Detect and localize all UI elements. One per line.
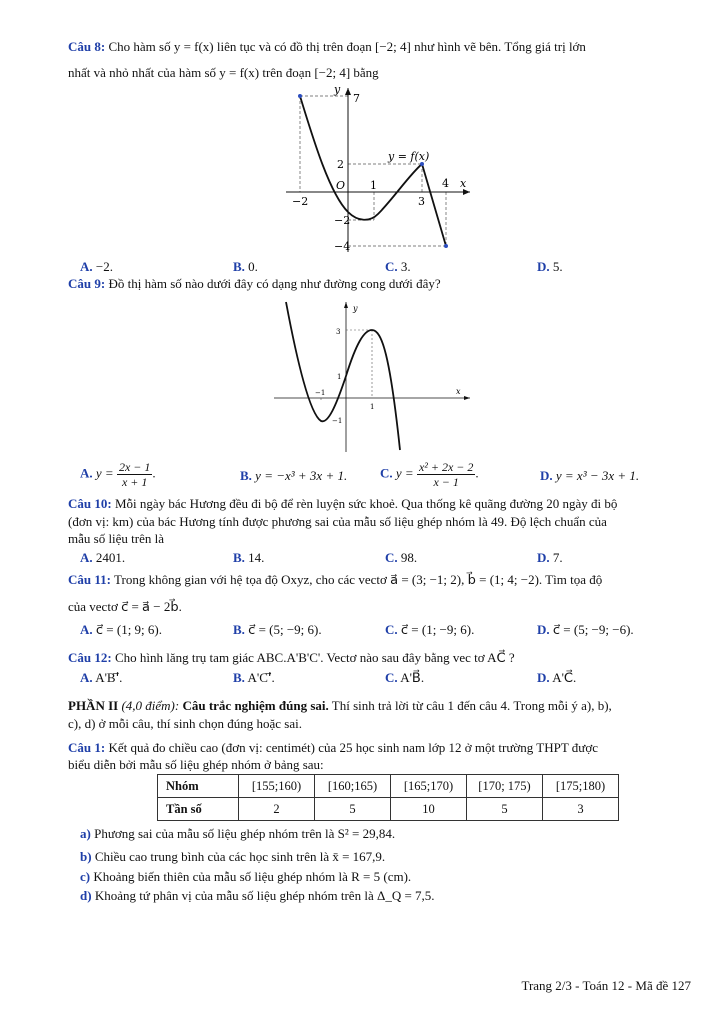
q8-tick-7: 7: [353, 92, 360, 105]
q9-axis-x-label: x: [456, 387, 461, 396]
q12-option-b[interactable]: B. A'C'⃗.: [233, 670, 275, 685]
q11-line2: của vectơ c⃗ = a⃗ − 2b⃗.: [68, 599, 182, 614]
q8-axis-y-label: y: [334, 84, 341, 96]
q9-option-a[interactable]: A. y = $\frac{2x - 1}{x + 1}$ .: [80, 460, 156, 489]
part2-points: (4,0 điểm):: [121, 698, 180, 713]
q8-tick-x-neg2: −2: [292, 195, 309, 208]
q10-label: Câu 10:: [68, 496, 112, 511]
q11-label: Câu 11:: [68, 572, 111, 587]
q10-option-b[interactable]: B. 14.: [233, 550, 265, 565]
q8-tick-y2: 2: [337, 158, 344, 171]
table-cell: [155;160): [239, 775, 315, 798]
table-cell: 3: [543, 798, 619, 821]
q12-line: [68, 649, 695, 667]
q9-curve: [286, 302, 400, 450]
q12-option-c[interactable]: C. A'B⃗.: [385, 670, 425, 685]
table-head-freq: Tần số: [158, 798, 239, 821]
q11-option-a[interactable]: A. c⃗ = (1; 9; 6).: [80, 622, 163, 637]
q11-option-b[interactable]: B. c⃗ = (5; −9; 6).: [233, 622, 322, 637]
q9-tick-y-neg1: −1: [332, 417, 343, 425]
part2-line2: c), d) ở mỗi câu, thí sinh chọn đúng hoặc sai.: [68, 716, 302, 731]
q10-line2: (đơn vị: km) của bác Hương tính được phương sai của mẫu số liệu ghép nhóm là 49. Độ lệch chuẩn của: [68, 514, 607, 529]
q10-option-a[interactable]: A. 2401.: [80, 550, 126, 565]
q8-option-a[interactable]: A. −2.: [80, 259, 113, 274]
q8-tick-y-neg4: −4: [334, 240, 351, 253]
q9-tick-y3: 3: [336, 328, 341, 336]
q12-label: Câu 12:: [68, 650, 112, 665]
table-cell: 2: [239, 798, 315, 821]
q8-label: Câu 8:: [68, 39, 106, 54]
table-cell: 5: [467, 798, 543, 821]
q9-option-d[interactable]: D. y = x³ − 3x + 1.: [540, 468, 640, 483]
part2-title: PHẦN II: [68, 698, 119, 713]
q10-option-d[interactable]: D. 7.: [537, 550, 563, 565]
q8-line2: nhất và nhỏ nhất của hàm số y = f(x) trên đoạn [−2; 4] bằng: [68, 65, 379, 80]
q11-text-line1: Trong không gian với hệ tọa độ Oxyz, cho các vectơ a⃗ = (3; −1; 2), b⃗ = (1; 4; −2). Tìm tọa độ: [114, 572, 603, 587]
p2q1-line1: [68, 739, 695, 757]
p2q1-statement-c[interactable]: c) Khoảng biến thiên của mẫu số liệu ghép nhóm là R = 5 (cm).: [80, 869, 412, 884]
q8-line1: [68, 38, 695, 56]
q10-text-line1: Mỗi ngày bác Hương đều đi bộ để rèn luyện sức khoẻ. Qua thống kê quãng đường 20 ngày đi bộ: [114, 496, 618, 511]
q8-tick-x1: 1: [370, 179, 377, 192]
part2-instructions: Thí sinh trả lời từ câu 1 đến câu 4. Trong mỗi ý a), b),: [331, 698, 612, 713]
frequency-table: [157, 774, 619, 821]
q9-option-b[interactable]: B. y = −x³ + 3x + 1.: [240, 468, 348, 483]
table-cell: 10: [391, 798, 467, 821]
q8-option-b[interactable]: B. 0.: [233, 259, 258, 274]
table-row: [158, 775, 619, 798]
q9-label: Câu 9:: [68, 276, 106, 291]
q8-graph: [278, 84, 478, 254]
q11-option-c[interactable]: C. c⃗ = (1; −9; 6).: [385, 622, 475, 637]
q8-origin-label: O: [336, 179, 346, 192]
p2q1-text-line1: Kết quả đo chiều cao (đơn vị: centimét) của 25 học sinh nam lớp 12 ở một trường THPT được: [108, 740, 598, 755]
q9-option-c[interactable]: C. y = $\frac{\text{x² + 2x − 2}}{x - 1}$ .: [380, 460, 479, 489]
q12-option-a[interactable]: A. A'B'⃗.: [80, 670, 123, 685]
table-cell: [160;165): [315, 775, 391, 798]
q8-option-c[interactable]: C. 3.: [385, 259, 411, 274]
p2q1-statement-b[interactable]: b) Chiều cao trung bình của các học sinh trên là x̄ = 167,9.: [80, 849, 386, 864]
p2q1-statement-d[interactable]: d) Khoảng tứ phân vị của mẫu số liệu ghép nhóm trên là Δ_Q = 7,5.: [80, 888, 435, 903]
q9-line: [68, 275, 695, 293]
q8-func-label: y = f(x): [388, 150, 430, 163]
q9-tick-y1: 1: [337, 373, 342, 381]
q8-axis-x-label: x: [460, 177, 467, 190]
q11-option-d[interactable]: D. c⃗ = (5; −9; −6).: [537, 622, 634, 637]
p2q1-line2: biểu diễn bởi mẫu số liệu ghép nhóm ở bảng sau:: [68, 757, 324, 772]
page-footer: Trang 2/3 - Toán 12 - Mã đề 127: [521, 978, 691, 993]
table-cell: [165;170): [391, 775, 467, 798]
q9-axis-y-label: y: [353, 304, 358, 313]
q8-text-line1: Cho hàm số y = f(x) liên tục và có đồ thị trên đoạn [−2; 4] như hình vẽ bên. Tổng giá trị lớn: [108, 39, 586, 54]
q9-tick-x-neg1: −1: [315, 389, 326, 397]
q10-line1: [68, 495, 695, 513]
q9-graph: [268, 296, 478, 454]
p2q1-statement-a[interactable]: a) Phương sai của mẫu số liệu ghép nhóm trên là S² = 29,84.: [80, 826, 396, 841]
table-cell: 5: [315, 798, 391, 821]
q12-text: Cho hình lăng trụ tam giác ABC.A'B'C'. Vectơ nào sau đây bằng vec tơ AC⃗ ?: [114, 650, 515, 665]
q9-tick-x1: 1: [370, 403, 375, 411]
q8-curve: [300, 96, 446, 246]
part2-heading: Câu trắc nghiệm đúng sai.: [182, 698, 329, 713]
q8-tick-x4: 4: [442, 177, 449, 190]
table-cell: [170; 175): [467, 775, 543, 798]
q8-tick-y-neg2: −2: [334, 214, 351, 227]
q8-tick-x3: 3: [418, 195, 425, 208]
q8-option-d[interactable]: D. 5.: [537, 259, 563, 274]
p2q1-label: Câu 1:: [68, 740, 106, 755]
part2-line1: [68, 697, 695, 715]
q9-text: Đồ thị hàm số nào dưới đây có dạng như đường cong dưới đây?: [108, 276, 441, 291]
q11-line1: [68, 571, 695, 589]
table-head-group: Nhóm: [158, 775, 239, 798]
q10-option-c[interactable]: C. 98.: [385, 550, 418, 565]
table-cell: [175;180): [543, 775, 619, 798]
q10-line3: mẫu số liệu trên là: [68, 531, 165, 546]
table-row: [158, 798, 619, 821]
q12-option-d[interactable]: D. A'C⃗.: [537, 670, 577, 685]
